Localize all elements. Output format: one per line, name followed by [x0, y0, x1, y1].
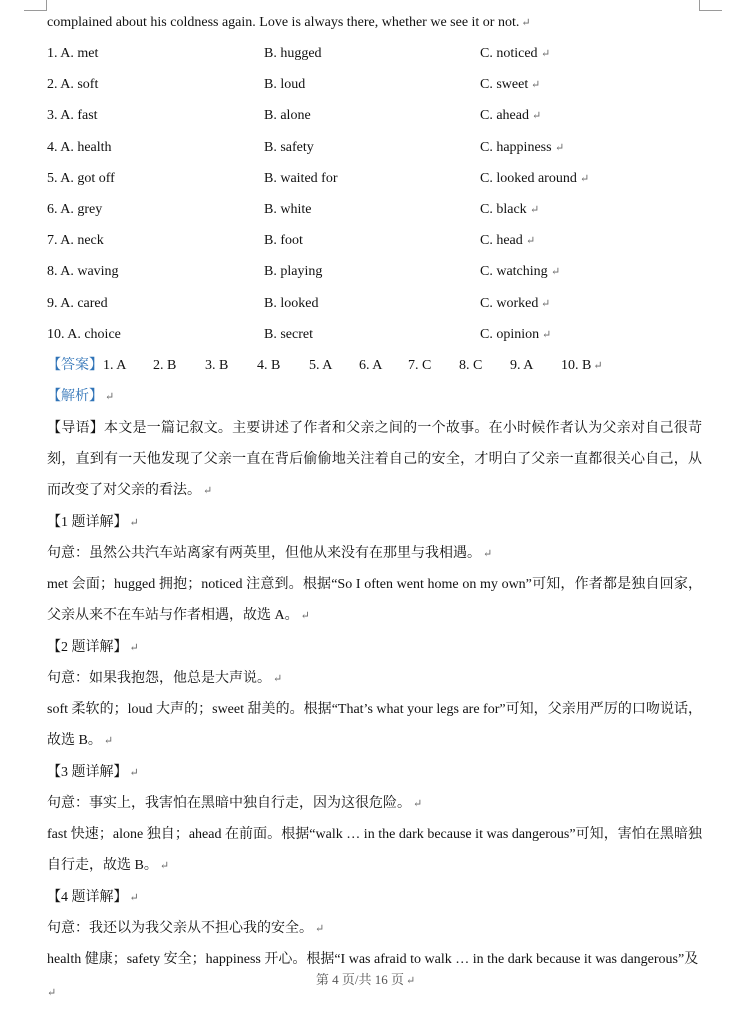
option-a: 1. A. met	[47, 46, 99, 61]
option-b: B. white	[264, 202, 312, 217]
q4-sentence: 句意：我还以为我父亲从不担心我的安全。 ↵	[47, 921, 325, 936]
option-a: 9. A. cared	[47, 295, 108, 311]
option-a: 8. A. waving	[47, 264, 119, 280]
option-a: 2. A. soft	[47, 77, 99, 93]
option-row	[47, 232, 707, 250]
option-b: B. alone	[264, 108, 311, 124]
answer-item: 2. B	[153, 358, 177, 373]
paragraph-mark: ↵	[580, 172, 590, 185]
answer-label: 【答案】	[47, 358, 103, 373]
option-row	[47, 107, 707, 125]
page-corner-mark-right	[699, 0, 722, 11]
answer-item: 5. A	[309, 358, 333, 373]
option-b: B. safety	[264, 139, 314, 155]
paragraph-mark: ↵	[526, 235, 536, 248]
option-b: B. waited for	[264, 170, 338, 186]
option-a: 10. A. choice	[47, 326, 121, 342]
paragraph-mark: ↵	[531, 79, 541, 92]
answer-list	[103, 358, 591, 373]
option-c: C. sweet	[480, 77, 529, 93]
option-row	[47, 170, 707, 188]
paragraph-mark: ↵	[530, 204, 540, 216]
answer-item: 4. B	[257, 358, 281, 373]
q4-detail: health 健康；safety 安全；happiness 开心。根据“I was afraid to walk … in the dark because it was dangerous”及	[47, 952, 699, 967]
answer-item: 3. B	[205, 358, 229, 373]
option-a: 5. A. got off	[47, 170, 115, 186]
option-row	[47, 45, 707, 63]
answer-item: 1. A	[103, 358, 127, 373]
guide-paragraph: 【导语】本文是一篇记叙文。主要讲述了作者和父亲之间的一个故事。在小时候作者认为父亲对自己很苛刻，直到有一天他发现了父亲一直在背后偷偷地关注着自己的安全，才明白了父亲一直都很关心自己，从而改变了对父亲的看法。 ↵	[47, 421, 702, 498]
option-a: 3. A. fast	[47, 108, 98, 124]
q4-title: 【4 题详解】 ↵	[47, 890, 139, 905]
option-row	[47, 295, 707, 313]
passage-last-line: complained about his coldness again. Love is always there, whether we see it or not. ↵	[47, 15, 531, 30]
option-b: B. foot	[264, 233, 303, 249]
page-footer: 第 4 页/共 16 页 ↵	[315, 972, 416, 987]
paragraph-mark: ↵	[551, 266, 561, 279]
q1-sentence: 句意：虽然公共汽车站离家有两英里，但他从来没有在那里与我相遇。 ↵	[47, 546, 493, 561]
option-c: C. noticed	[480, 46, 538, 61]
analysis-label: 【解析】 ↵	[47, 389, 115, 404]
paragraph-mark: ↵	[541, 48, 551, 60]
option-c: C. happiness	[480, 139, 552, 155]
option-row	[47, 76, 707, 94]
q2-title: 【2 题详解】 ↵	[47, 640, 139, 655]
option-c: C. opinion	[480, 326, 540, 342]
option-c: C. ahead	[480, 108, 529, 124]
option-row	[47, 263, 707, 281]
q2-sentence: 句意：如果我抱怨，他总是大声说。 ↵	[47, 671, 283, 686]
option-a: 7. A. neck	[47, 233, 104, 249]
paragraph-mark: ↵	[532, 110, 542, 123]
q1-detail: met 会面；hugged 拥抱；noticed 注意到。根据“So I often went home on my own”可知，作者都是独自回家，父亲从来不在车站与作者相遇，故选 A。 ↵	[47, 577, 702, 623]
option-b: B. hugged	[264, 46, 322, 61]
option-a: 6. A. grey	[47, 202, 103, 217]
option-c: C. black	[480, 202, 527, 217]
paragraph-mark: ↵	[541, 297, 551, 310]
q2-detail: soft 柔软的；loud 大声的；sweet 甜美的。根据“That’s what your legs are for”可知，父亲用严厉的口吻说话，故选 B。 ↵	[47, 702, 702, 748]
option-b: B. playing	[264, 264, 323, 280]
q1-title: 【1 题详解】 ↵	[47, 515, 139, 530]
option-b: B. looked	[264, 295, 319, 311]
option-row	[47, 201, 707, 219]
paragraph-mark: ↵	[555, 141, 565, 154]
answer-item: 6. A	[359, 358, 383, 373]
option-c: C. watching	[480, 264, 548, 280]
answer-item: 7. C	[408, 358, 432, 373]
option-c: C. worked	[480, 295, 539, 311]
answer-item: 8. C	[459, 358, 483, 373]
option-c: C. head	[480, 233, 523, 249]
q3-title: 【3 题详解】 ↵	[47, 765, 139, 780]
q3-detail: fast 快速；alone 独自；ahead 在前面。根据“walk … in the dark because it was dangerous”可知，害怕在黑暗独自行走，故选 B。 ↵	[47, 827, 702, 873]
page-corner-mark-left	[24, 0, 47, 11]
paragraph-mark: ↵	[542, 328, 552, 341]
option-c: C. looked around	[480, 170, 577, 186]
answer-item: 10. B	[561, 358, 592, 373]
answer-row: 【答案】1. A 2. B 3. B 4. B 5. A 6. A 7. C 8. C 9. A 10. B ↵	[47, 358, 603, 373]
option-row	[47, 326, 707, 344]
option-b: B. loud	[264, 77, 306, 93]
option-b: B. secret	[264, 326, 313, 342]
q3-sentence: 句意：事实上，我害怕在黑暗中独自行走，因为这很危险。 ↵	[47, 796, 423, 811]
option-a: 4. A. health	[47, 139, 112, 155]
option-row	[47, 139, 707, 157]
trailing-paragraph-mark: ↵	[47, 987, 57, 999]
answer-item: 9. A	[510, 358, 534, 373]
